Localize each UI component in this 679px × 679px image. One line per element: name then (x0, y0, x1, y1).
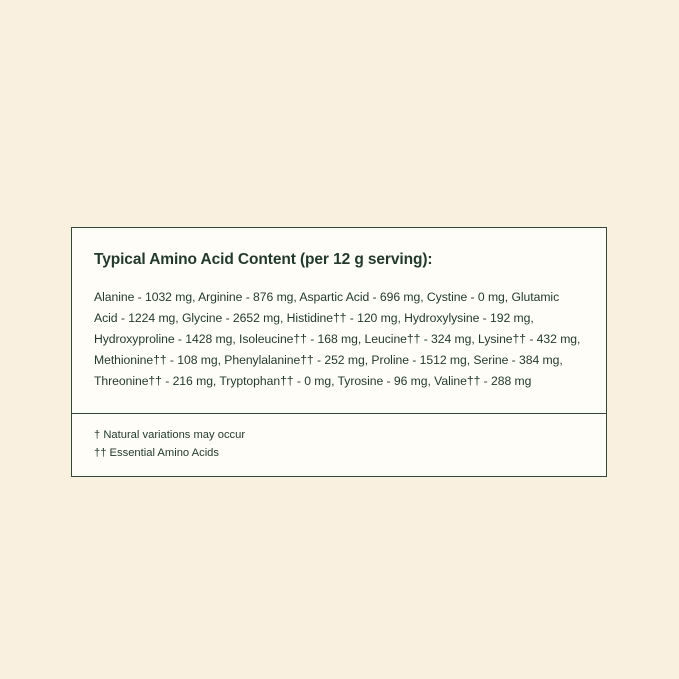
footnote-natural-variations: † Natural variations may occur (94, 428, 246, 441)
amino-acid-panel (71, 227, 607, 477)
amino-acid-panel-body (72, 228, 606, 413)
amino-acid-content-text: Alanine - 1032 mg, Arginine - 876 mg, Aspartic Acid - 696 mg, Cystine - 0 mg, Glutamic Acid - 1224 mg, Glycine - 2652 mg, Histidine†† - 120 mg, Hydroxylysine - 192 mg, Hydroxyproline - 1428 mg, Isoleucine†† - 168 mg, Leucine†† - 324 mg, Lysine†† - 432 mg, Methionine†† - 108 mg, Phenylalanine†† - 252 mg, Proline - 1512 mg, Serine - 384 mg, Threonine†† - 216 mg, Tryptophan†† - 0 mg, Tyrosine - 96 mg, Valine†† - 288 mg (94, 289, 581, 389)
footnote-essential-amino-acids: †† Essential Amino Acids (94, 446, 219, 459)
footnotes-section (72, 413, 606, 476)
panel-title: Typical Amino Acid Content (per 12 g serving): (94, 251, 433, 268)
